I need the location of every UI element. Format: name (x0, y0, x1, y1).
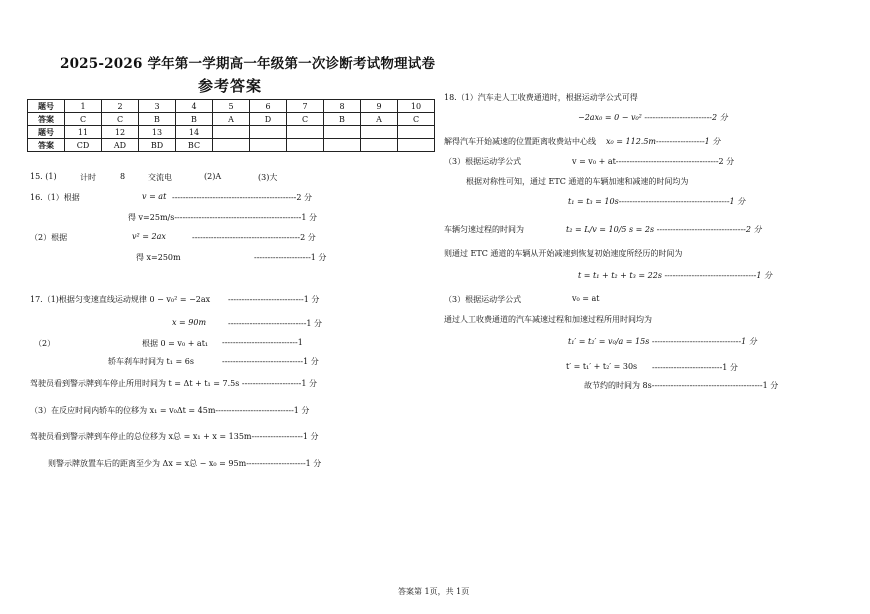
q17-line3-score: ----------------------------1 (222, 338, 303, 347)
q18-line2: −2ax₀ = 0 − v₀² -------------------------2 分 (578, 113, 728, 122)
table-cell: 14 (176, 126, 213, 139)
table-cell (324, 139, 361, 152)
table-cell: 5 (213, 100, 250, 113)
q18-line7-equation: t₂ = L/v = 10/5 s = 2s ---------------------------------2 分 (566, 225, 762, 234)
q17-line4-score: ------------------------------1 分 (222, 357, 319, 366)
q18-line13-score: --------------------------1 分 (652, 363, 738, 372)
q18-line7-label: 车辆匀速过程的时间为 (444, 225, 524, 234)
table-cell: C (398, 113, 435, 126)
q18-line8: 则通过 ETC 通道的车辆从开始减速到恢复初始速度所经历的时间为 (444, 249, 683, 258)
q16-line1-label: 16.（1）根据 (30, 193, 80, 202)
table-cell: A (361, 113, 398, 126)
table-cell: 1 (65, 100, 102, 113)
row-label: 答案 (28, 113, 65, 126)
q16-line4-equation: 得 x=250m (136, 253, 181, 262)
q15-answer-a: 计时 (80, 173, 96, 182)
table-cell (287, 139, 324, 152)
table-cell: D (250, 113, 287, 126)
table-cell: AD (102, 139, 139, 152)
q16-line3-equation: v² = 2ax (132, 232, 166, 241)
page-title: 2025-2026 学年第一学期高一年级第一次诊断考试物理试卷 (60, 56, 436, 72)
answer-table (27, 99, 435, 152)
row-label: 题号 (28, 126, 65, 139)
q17-line1: 17.（1)根据匀变速直线运动规律 0 − v₀² = −2ax (30, 295, 211, 304)
q18-line10-label: （3）根据运动学公式 (444, 295, 522, 304)
table-cell: 8 (324, 100, 361, 113)
table-cell: 10 (398, 100, 435, 113)
table-cell (398, 139, 435, 152)
table-cell: BC (176, 139, 213, 152)
q16-line3-score: ----------------------------------------2 分 (192, 233, 316, 242)
q16-line1-score: ----------------------------------------------2 分 (172, 193, 312, 202)
table-cell: 2 (102, 100, 139, 113)
table-cell: B (176, 113, 213, 126)
row-label: 题号 (28, 100, 65, 113)
table-row (28, 100, 435, 113)
table-row (28, 126, 435, 139)
table-cell (213, 126, 250, 139)
q17-line7: 驾驶员看到警示牌到车停止的总位移为 x总 = x₁ + x = 135m-------------------1 分 (30, 432, 319, 441)
q17-line3-equation: 根据 0 = v₀ + at₁ (142, 339, 209, 348)
q18-line3-equation: x₀ = 112.5m------------------1 分 (606, 137, 721, 146)
table-cell: 11 (65, 126, 102, 139)
table-cell: 7 (287, 100, 324, 113)
q18-line5: 根据对称性可知，通过 ETC 通道的车辆加速和减速的时间均为 (466, 177, 689, 186)
q18-line10-equation: v₀ = at (572, 294, 600, 303)
q17-line2-score: -----------------------------1 分 (228, 319, 323, 328)
q17-line6: （3）在反应时间内轿车的位移为 x₁ = v₀Δt = 45m-----------------------------1 分 (30, 406, 310, 415)
q16-line2: 得 v=25m/s-----------------------------------------------1 分 (128, 213, 318, 222)
q18-line6: t₁ = t₃ = 10s-----------------------------------------1 分 (568, 197, 746, 206)
table-cell: A (213, 113, 250, 126)
q18-line11: 通过人工收费通道的汽车减速过程和加速过程所用时间均为 (444, 315, 652, 324)
table-cell (213, 139, 250, 152)
table-cell: C (102, 113, 139, 126)
q18-line4-label: （3）根据运动学公式 (444, 157, 522, 166)
q17-line4: 轿车刹车时间为 t₁ = 6s (108, 357, 194, 366)
table-cell (324, 126, 361, 139)
q17-line3-label: （2） (34, 339, 56, 348)
table-cell (287, 126, 324, 139)
row-label: 答案 (28, 139, 65, 152)
q18-line3-label: 解得汽车开始减速的位置距离收费站中心线 (444, 137, 596, 146)
q17-line2-equation: x = 90m (172, 318, 207, 327)
q15-answer-c: 交流电 (148, 173, 172, 182)
q17-line1-score: ----------------------------1 分 (228, 295, 320, 304)
table-cell: B (324, 113, 361, 126)
q16-line1-equation: v = at (142, 192, 167, 201)
table-cell: B (139, 113, 176, 126)
page-footer: 答案第 1页，共 1页 (398, 587, 470, 596)
table-cell: 4 (176, 100, 213, 113)
q16-line3-label: （2）根据 (30, 233, 68, 242)
table-cell (250, 139, 287, 152)
table-cell: C (287, 113, 324, 126)
table-cell: 13 (139, 126, 176, 139)
q18-line14: 故节约的时间为 8s-----------------------------------------1 分 (584, 381, 779, 390)
q17-line8: 则警示牌放置车后的距离至少为 Δx = x总 − x₀ = 95m----------------------1 分 (48, 459, 322, 468)
q15-answer-d: (2)A (204, 172, 222, 181)
q16-line4-score: ---------------------1 分 (254, 253, 327, 262)
table-row (28, 113, 435, 126)
q17-line5: 驾驶员看到警示牌到车停止所用时间为 t = Δt + t₁ = 7.5s ----------------------1 分 (30, 379, 318, 388)
q15-answer-e: (3)大 (258, 173, 278, 182)
table-cell: C (65, 113, 102, 126)
q18-line1: 18.（1）汽车走人工收费通道时，根据运动学公式可得 (444, 93, 638, 102)
q18-line9: t = t₁ + t₂ + t₃ = 22s ----------------------------------1 分 (578, 271, 773, 280)
table-cell: 12 (102, 126, 139, 139)
table-cell (250, 126, 287, 139)
table-cell: CD (65, 139, 102, 152)
table-cell (361, 126, 398, 139)
table-row (28, 139, 435, 152)
table-cell (398, 126, 435, 139)
q15-answer-b: 8 (120, 172, 126, 181)
q18-line12: t₁′ = t₂′ = v₀/a = 15s ---------------------------------1 分 (568, 337, 757, 346)
table-cell: BD (139, 139, 176, 152)
table-cell: 9 (361, 100, 398, 113)
q15-number: 15. (1) (30, 172, 57, 181)
table-cell: 6 (250, 100, 287, 113)
q18-line4-equation: v = v₀ + at--------------------------------------2 分 (572, 157, 735, 166)
table-cell (361, 139, 398, 152)
page-subtitle: 参考答案 (198, 77, 263, 95)
q18-line13-equation: t′ = t₁′ + t₂′ = 30s (566, 362, 638, 371)
table-cell: 3 (139, 100, 176, 113)
